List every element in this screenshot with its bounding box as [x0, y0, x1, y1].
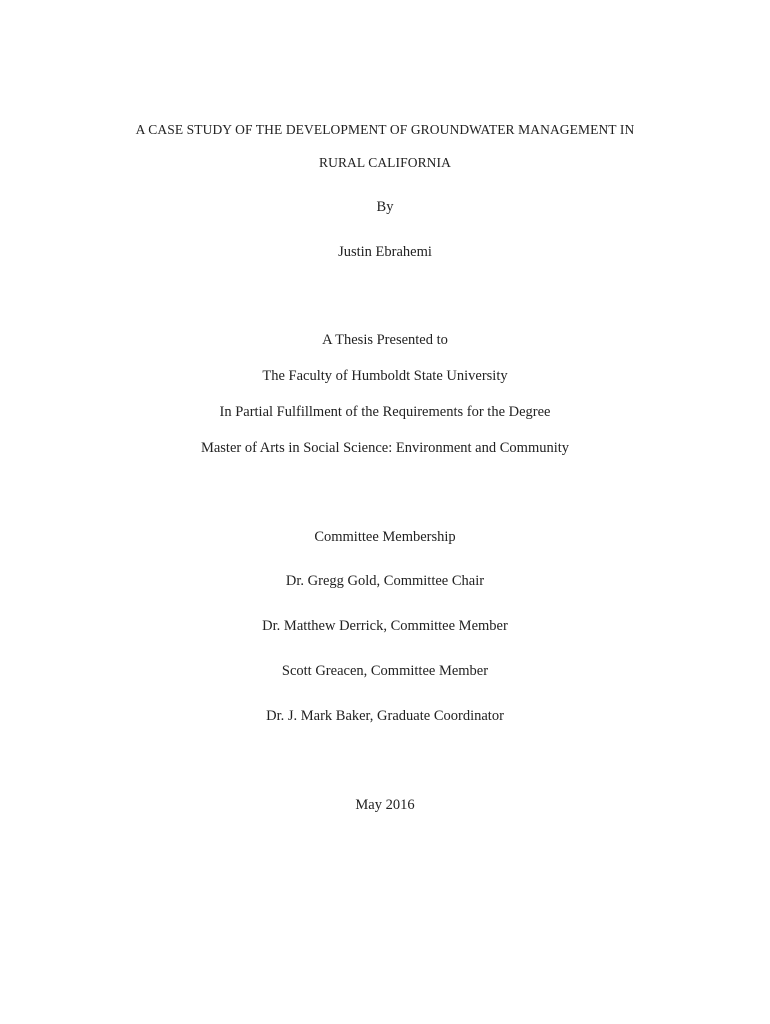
committee-member: Scott Greacen, Committee Member [281, 663, 489, 679]
fulfillment-line: In Partial Fulfillment of the Requirements for the Degree [219, 404, 551, 420]
thesis-title-line-1: A CASE STUDY OF THE DEVELOPMENT OF GROUNDWATER MANAGEMENT IN [135, 122, 635, 137]
by-label: By [376, 199, 394, 215]
committee-member: Dr. J. Mark Baker, Graduate Coordinator [266, 708, 504, 724]
committee-member: Dr. Matthew Derrick, Committee Member [262, 618, 508, 634]
thesis-presented-to: A Thesis Presented to [322, 332, 448, 348]
submission-date: May 2016 [355, 797, 415, 813]
degree-line: Master of Arts in Social Science: Environment and Community [200, 440, 570, 456]
author-name: Justin Ebrahemi [338, 244, 432, 260]
faculty-line: The Faculty of Humboldt State University [262, 368, 508, 384]
committee-member: Dr. Gregg Gold, Committee Chair [285, 573, 485, 589]
thesis-title-line-2: RURAL CALIFORNIA [319, 155, 451, 170]
committee-heading: Committee Membership [314, 529, 456, 545]
